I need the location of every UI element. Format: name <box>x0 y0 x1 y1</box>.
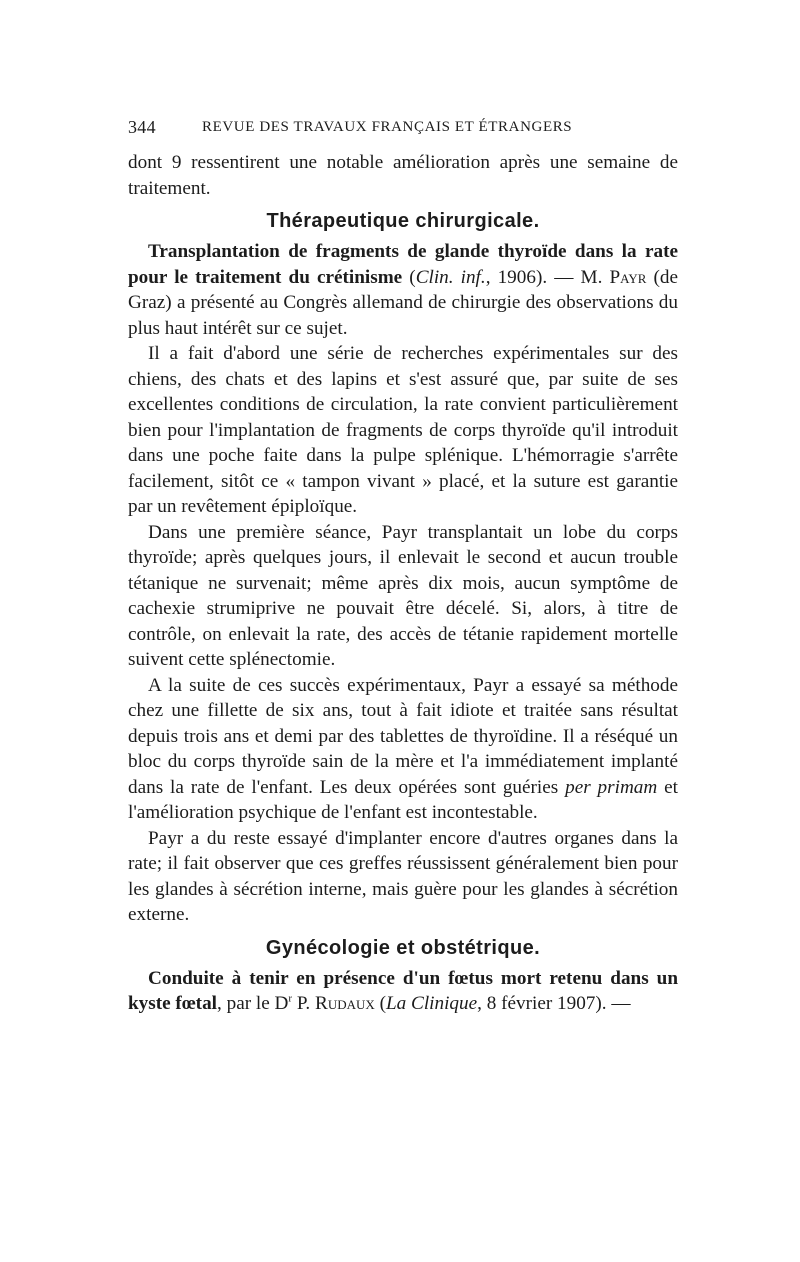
page-number: 344 <box>128 117 156 137</box>
continuation-paragraph: dont 9 ressentirent une notable amélioration après une semaine de traitement. <box>128 152 678 199</box>
journal-name: La Clinique <box>385 993 478 1014</box>
author-name: Payr <box>609 266 647 288</box>
case-text-a: A la suite de ces succès expérimentaux, Payr a essayé sa méthode chez une fillette de six ans, tout à fait idiote et traitée sans résultat depuis trois ans et demi par des tablettes de thyroïdine. Il a réséqué un bloc du corps thyroïde sain de la mère et l'a immédiatement implanté dans la rate de l'enfant. Les deux opérées sont guéries <box>128 674 678 798</box>
citation-date: , 8 février 1907). — <box>477 993 631 1014</box>
author-name-rudaux: Rudaux <box>315 993 375 1014</box>
paragraph-experiments: Il a fait d'abord une série de recherches expérimentales sur des chiens, des chats et des lapins et s'est assuré que, par suite de ses excellentes conditions de circulation, la rate convient particulièrement bien pour l'implantation de fragments de corps thyroïde qu'il introduit dans une poche faite dans la pulpe splénique. L'hémorragie s'arrête facilement, sitôt ce « tampon vivant » placé, et la suture est garantie par un revêtement épiploïque. <box>128 343 678 517</box>
article-title-foetus: Conduite à tenir en présence d'un fœtus mort retenu dans un kyste fœtal <box>128 967 678 1014</box>
author-prefix: , par le D <box>217 993 289 1014</box>
paragraph-first-session: Dans une première séance, Payr transplantait un lobe du corps thyroïde; après quelques jours, il enlevait le second et aucun trouble tétanique ne survenait; même après dix mois, aucun symptôme de cachexie strumiprive ne pouvait être décelé. Si, alors, à titre de contrôle, on enlevait la rate, des accès de tétanie rapidement mortelle suivent cette splénectomie. <box>128 521 678 670</box>
case-text-b: et l'amélioration psychique de l'enfant est incontestable. <box>128 776 678 823</box>
citation-year: , 1906). — M. <box>485 266 610 288</box>
article-intro-transplantation: Transplantation de fragments de glande thyroïde dans la rate pour le traitement du crétinisme (Clin. inf., 1906). — M. Payr (de Graz) a présenté au Congrès allemand de chirurgie des observations du plus haut intérêt sur ce sujet. <box>128 241 678 339</box>
text-column <box>128 150 678 1017</box>
article-intro-foetus: Conduite à tenir en présence d'un fœtus mort retenu dans un kyste fœtal, par le $D^r$ P. Rudaux (La Clinique, 8 février 1907). — <box>128 967 678 1014</box>
section-heading-therapeutique: Thérapeutique chirurgicale. <box>266 210 540 232</box>
citation-journal: Clin. inf. <box>415 266 486 288</box>
running-title: REVUE DES TRAVAUX FRANÇAIS ET ÉTRANGERS <box>202 119 573 135</box>
author-initial: P. <box>292 993 316 1014</box>
paragraph-clinical-case <box>128 673 678 826</box>
intro-text: (de Graz) a présenté au Congrès allemand de chirurgie des observations du plus haut intérêt sur ce sujet. <box>128 266 678 339</box>
running-header <box>128 117 678 141</box>
latin-phrase: per primam <box>565 776 658 798</box>
paragraph-other-organs: Payr a du reste essayé d'implanter encore d'autres organes dans la rate; il fait observer que ces greffes réussissent généralement bien pour les glandes à sécrétion interne, mais guère pour les glandes à sécrétion externe. <box>128 827 678 925</box>
doctor-superscript: r <box>288 992 293 1005</box>
section-heading-gynecologie: Gynécologie et obstétrique. <box>265 936 541 959</box>
article-title: Transplantation de fragments de glande thyroïde dans la rate pour le traitement du crétinisme <box>128 241 678 288</box>
